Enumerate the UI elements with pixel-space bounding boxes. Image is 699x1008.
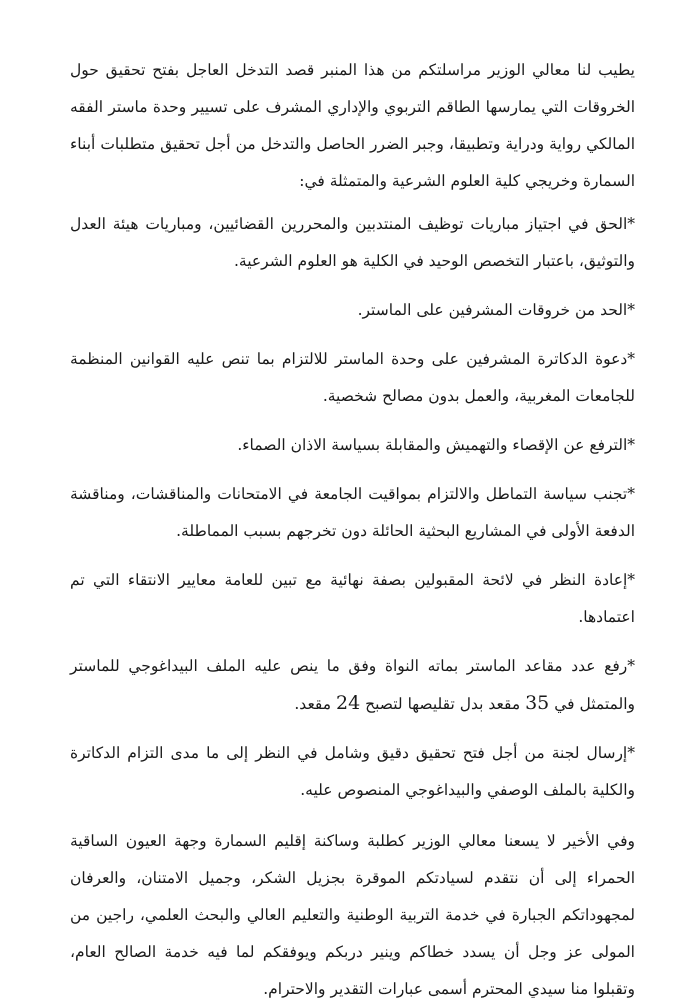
demand-item-6: *إعادة النظر في لائحة المقبولين بصفة نهائية مع تبين للعامة معايير الانتقاء التي تم اعتمادها. xyxy=(70,571,635,626)
demand-item-4: *الترفع عن الإقصاء والتهميش والمقابلة بسياسة الاذان الصماء. xyxy=(237,436,635,454)
letter-body xyxy=(70,52,635,1008)
demand-item-1: *الحق في اجتياز مباريات توظيف المنتدبين والمحررين القضائيين، ومباريات هيئة العدل والتوثيق، باعتبار التخصص الوحيد في الكلية هو العلوم الشرعية. xyxy=(70,215,635,270)
closing-paragraph: وفي الأخير لا يسعنا معالي الوزير كطلبة وساكنة إقليم السمارة وجهة العيون الساقية الحمراء إلى أن نتقدم لسيادتكم الموقرة بجزيل الشكر، وجميل الامتنان، والعرفان لمجهوداتكم الجبارة في خدمة التربية الوطنية والتعليم العالي والبحث العلمي، راجين من المولى عز وجل أن يسدد خطاكم وينير دربكم ويوفقكم لما فيه خدمة الصالح العام، وتقبلوا منا سيدي المحترم أسمى عبارات التقدير والاحترام. xyxy=(70,832,635,998)
demand-item-8: *إرسال لجنة من أجل فتح تحقيق دقيق وشامل في النظر إلى ما مدى التزام الدكاترة والكلية بالملف الوصفي والبيداغوجي المنصوص عليه. xyxy=(70,744,635,799)
demand-item-2: *الحد من خروقات المشرفين على الماستر. xyxy=(357,301,635,319)
intro-paragraph: يطيب لنا معالي الوزير مراسلتكم من هذا المنبر قصد التدخل العاجل بفتح تحقيق حول الخروقات التي يمارسها الطاقم التربوي والإداري المشرف على تسيير وحدة ماستر الفقه المالكي رواية ودراية وتطبيقا، وجبر الضرر الحاصل والتدخل من أجل تحقيق متطلبات أبناء السمارة وخريجي كلية العلوم الشرعية والمتمثلة في: xyxy=(70,61,635,190)
demand-item-seats xyxy=(70,648,635,723)
demand-item-3: *دعوة الدكاترة المشرفين على وحدة الماستر للالتزام بما تنص عليه القوانين المنظمة للجامعات المغربية، والعمل بدون مصالح شخصية. xyxy=(70,350,635,405)
seats-requested-number: 35 xyxy=(525,692,550,714)
seats-text-middle: مقعد بدل تقليصها لتصبح xyxy=(360,695,526,713)
seats-current-number: 24 xyxy=(336,692,361,714)
demand-item-5: *تجنب سياسة التماطل والالتزام بمواقيت الجامعة في الامتحانات والمناقشات، ومناقشة الدفعة الأولى في المشاريع البحثية الحائلة دون تخرجهم بسبب المماطلة. xyxy=(70,485,635,540)
seats-text-before: *رفع عدد مقاعد الماستر بماته النواة وفق ما ينص عليه الملف البيداغوجي للماستر والمتمثل في xyxy=(70,657,635,713)
seats-text-after: مقعد. xyxy=(294,695,336,713)
